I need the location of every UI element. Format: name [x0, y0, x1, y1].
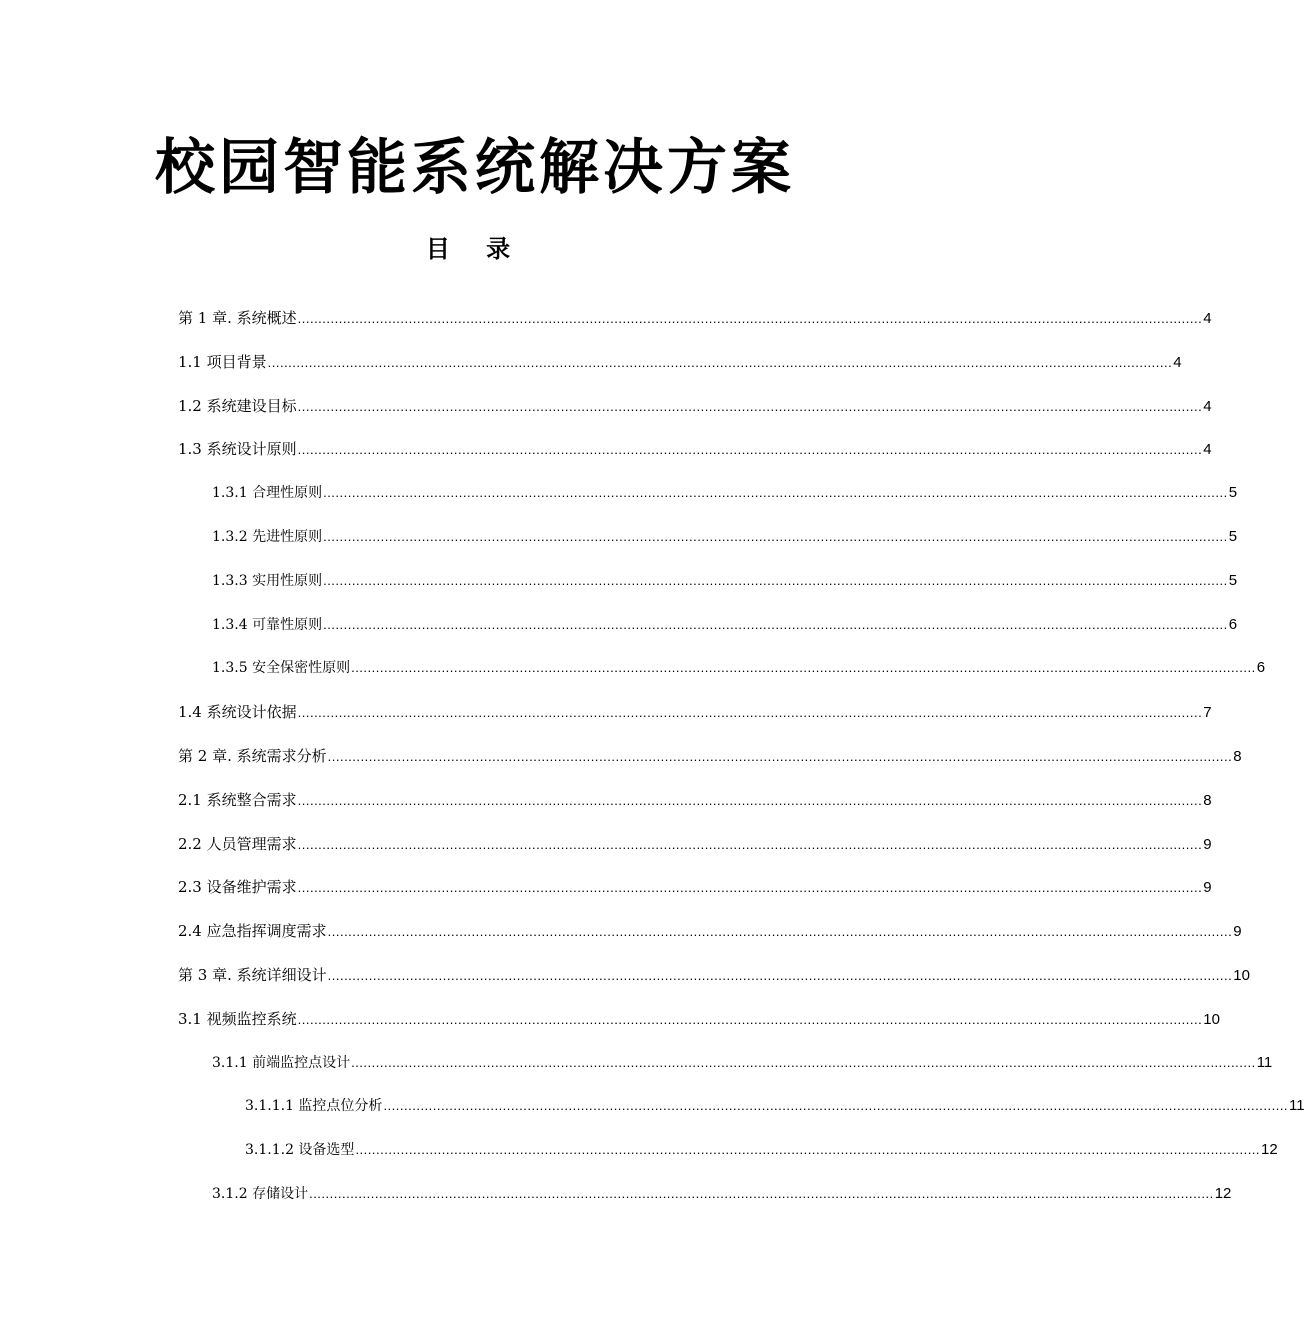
toc-leader-dots: ............................................................................................................................................................................................................................ — [323, 485, 1228, 500]
toc-entry-page: 5 — [1228, 484, 1238, 501]
toc-entry-label: 3.1 视频监控系统 — [178, 1010, 297, 1028]
toc-leader-dots: ............................................................................................................................................................................................................................ — [297, 705, 1203, 720]
toc-entry-label: 3.1.1.1 监控点位分析 — [245, 1098, 383, 1114]
toc-entry-label: 1.3.4 可靠性原则 — [212, 617, 323, 633]
toc-entry-page: 8 — [1203, 792, 1212, 809]
toc-entry-16[interactable] — [178, 1008, 1220, 1030]
toc-entry-label: 1.3.3 实用性原则 — [212, 573, 323, 589]
toc-entry-label: 2.1 系统整合需求 — [178, 791, 297, 809]
toc-entry-11[interactable] — [178, 789, 1212, 811]
toc-leader-dots: ............................................................................................................................................................................................................................ — [297, 311, 1203, 326]
toc-leader-dots: ............................................................................................................................................................................................................................ — [267, 355, 1173, 370]
toc-entry-6[interactable] — [212, 570, 1238, 592]
toc-leader-dots: ............................................................................................................................................................................................................................ — [327, 749, 1233, 764]
toc-entry-page: 9 — [1203, 879, 1212, 896]
toc-entry-2[interactable] — [178, 395, 1212, 417]
toc-entry-label: 1.1 项目背景 — [178, 353, 267, 371]
toc-entry-label: 1.3.1 合理性原则 — [212, 485, 323, 501]
toc-leader-dots: ............................................................................................................................................................................................................................ — [297, 399, 1203, 414]
toc-entry-label: 1.2 系统建设目标 — [178, 397, 297, 415]
toc-entry-page: 5 — [1228, 528, 1238, 545]
toc-entry-13[interactable] — [178, 876, 1212, 898]
toc-entry-page: 12 — [1214, 1185, 1232, 1202]
toc-entry-page: 4 — [1203, 441, 1212, 458]
toc-leader-dots: ............................................................................................................................................................................................................................ — [327, 924, 1233, 939]
toc-leader-dots: ............................................................................................................................................................................................................................ — [355, 1142, 1261, 1157]
toc-leader-dots: ............................................................................................................................................................................................................................ — [327, 968, 1233, 983]
toc-entry-label: 2.3 设备维护需求 — [178, 878, 297, 896]
toc-leader-dots: ............................................................................................................................................................................................................................ — [351, 660, 1256, 675]
toc-entry-label: 3.1.2 存储设计 — [212, 1186, 309, 1202]
toc-entry-0[interactable] — [178, 307, 1212, 329]
toc-leader-dots: ............................................................................................................................................................................................................................ — [323, 573, 1228, 588]
toc-entry-19[interactable] — [245, 1139, 1278, 1161]
toc-entry-17[interactable] — [212, 1052, 1273, 1074]
toc-entry-page: 6 — [1256, 659, 1266, 676]
toc-entry-label: 第 1 章. 系统概述 — [178, 309, 297, 327]
toc-leader-dots: ............................................................................................................................................................................................................................ — [297, 442, 1203, 457]
toc-entry-3[interactable] — [178, 438, 1212, 460]
toc-entry-7[interactable] — [212, 614, 1238, 636]
toc-entry-page: 7 — [1203, 704, 1212, 721]
toc-entry-5[interactable] — [212, 526, 1238, 548]
toc-entry-label: 3.1.1.2 设备选型 — [245, 1142, 355, 1158]
toc-entry-label: 1.3.5 安全保密性原则 — [212, 660, 351, 676]
toc-entry-8[interactable] — [212, 657, 1266, 679]
toc-leader-dots: ............................................................................................................................................................................................................................ — [323, 617, 1228, 632]
toc-entry-14[interactable] — [178, 920, 1242, 942]
toc-heading: 目 录 — [425, 234, 525, 263]
toc-entry-20[interactable] — [212, 1183, 1232, 1205]
toc-leader-dots: ............................................................................................................................................................................................................................ — [297, 793, 1203, 808]
toc-entry-18[interactable] — [245, 1095, 1305, 1117]
toc-entry-page: 9 — [1233, 923, 1242, 940]
toc-entry-1[interactable] — [178, 351, 1182, 373]
toc-entry-label: 1.4 系统设计依据 — [178, 703, 297, 721]
toc-leader-dots: ............................................................................................................................................................................................................................ — [297, 880, 1203, 895]
toc-entry-label: 2.2 人员管理需求 — [178, 835, 297, 853]
toc-entry-label: 第 2 章. 系统需求分析 — [178, 747, 327, 765]
toc-entry-page: 11 — [1256, 1054, 1273, 1071]
toc-leader-dots: ............................................................................................................................................................................................................................ — [309, 1186, 1214, 1201]
toc-entry-page: 12 — [1261, 1141, 1278, 1158]
toc-entry-label: 1.3 系统设计原则 — [178, 440, 297, 458]
toc-leader-dots: ............................................................................................................................................................................................................................ — [323, 529, 1228, 544]
toc-leader-dots: ............................................................................................................................................................................................................................ — [297, 837, 1203, 852]
toc-entry-page: 4 — [1203, 310, 1212, 327]
toc-entry-10[interactable] — [178, 745, 1242, 767]
toc-entry-12[interactable] — [178, 833, 1212, 855]
toc-entry-page: 9 — [1203, 836, 1212, 853]
toc-entry-page: 5 — [1228, 572, 1238, 589]
toc-entry-page: 10 — [1203, 1011, 1220, 1028]
toc-leader-dots: ............................................................................................................................................................................................................................ — [383, 1098, 1289, 1113]
toc-entry-label: 第 3 章. 系统详细设计 — [178, 966, 327, 984]
toc-leader-dots: ............................................................................................................................................................................................................................ — [297, 1012, 1203, 1027]
toc-entry-label: 3.1.1 前端监控点设计 — [212, 1055, 351, 1071]
toc-entry-15[interactable] — [178, 964, 1250, 986]
toc-entry-page: 10 — [1233, 967, 1250, 984]
toc-entry-9[interactable] — [178, 701, 1212, 723]
document-title: 校园智能系统解决方案 — [155, 133, 795, 203]
toc-entry-page: 4 — [1203, 398, 1212, 415]
toc-entry-page: 6 — [1228, 616, 1238, 633]
toc-entry-page: 11 — [1289, 1097, 1305, 1114]
toc-entry-page: 4 — [1173, 354, 1182, 371]
toc-entry-4[interactable] — [212, 482, 1238, 504]
toc-entry-label: 1.3.2 先进性原则 — [212, 529, 323, 545]
toc-entry-page: 8 — [1233, 748, 1242, 765]
toc-leader-dots: ............................................................................................................................................................................................................................ — [351, 1055, 1256, 1070]
toc-entry-label: 2.4 应急指挥调度需求 — [178, 922, 327, 940]
